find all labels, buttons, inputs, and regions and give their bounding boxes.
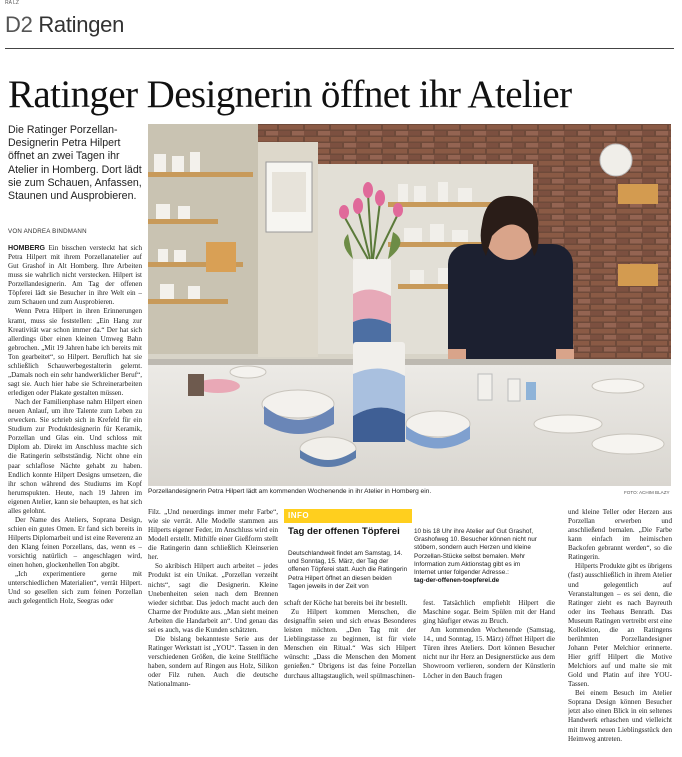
- section-rule: [5, 48, 674, 49]
- lead-paragraph: Die Ratinger Porzellan-Designerin Petra Hilpert öffnet an zwei Tagen ihr Atelier in Homberg. Dort lädt sie zum Schauen, Anfassen, Staunen und Ausprobieren.: [8, 124, 142, 203]
- article-column-2: [148, 508, 278, 754]
- section-header: [5, 12, 124, 38]
- paragraph: Der Name des Ateliers, Soprana Design, schien ein gutes Omen. Er fand sich bereits in Hilperts Diplomarbeit und ist eine Reverenz an den Klang feinen Porzellans, das, wenn es – vorsichtig natürlich – angeschlagen wird, einen hohen, glockenhellen Ton abgibt.: [8, 515, 142, 570]
- info-tag: INFO: [284, 509, 412, 523]
- paragraph: Hilperts Produkte gibt es übrigens (fast) ausschließlich in ihrem Atelier und gelegentlich auf Veranstaltungen – es sei denn, die Ratinger zieht es nach Bayreuth oder ins Teehaus Benrath. Das Museum Ratingen vertreibt erst eine Kollektion, die an Ratingens berühmten Porzellandesigner Johann Peter Melchior erinnerte. Hier griff Hilpert die Motive Melchiors auf und malte sie mit Gold und Platin auf ihre YOU-Tassen.: [568, 562, 672, 689]
- paragraph: „Ich experimentiere gerne mit unterschiedlichen Materialien“, verrät Hilpert. Und so gesellen sich zum feinen Porzellan auch gelegentlich Holz, Seegras oder: [8, 570, 142, 606]
- article-column-3: [284, 599, 416, 754]
- photo-caption: Porzellandesignerin Petra Hilpert lädt am kommenden Wochenende in ihr Atelier in Homberg ein.: [148, 488, 432, 495]
- paragraph: Zu Hilpert kommen Menschen, die designaffin seien und sich etwas Besonderes leisten möchten. „Den Tag mit der Lieblingstasse zu beginnen, ist für viele Menschen ein Ritual.“ Was sich Hilpert wünscht: „Dass die Menschen den Moment genießen.“ Übrigens ist das feine Porzellan durchaus alltagstauglich, weil spülmaschinen-: [284, 608, 416, 680]
- paragraph: Filz. „Und neuerdings immer mehr Farbe“, wie sie verrät. Alle Modelle stammen aus Hilperts eigener Feder, im Anschluss wird ein Modell erstellt. Mithilfe einer Gießform stellt die Ratingerin dann schließlich Kleinserien her.: [148, 508, 278, 562]
- article-column-4: [423, 599, 555, 754]
- headline: Ratinger Designerin öffnet ihr Atelier: [8, 73, 572, 116]
- section-name: Ratingen: [38, 12, 125, 37]
- info-text-continued: 10 bis 18 Uhr ihre Atelier auf Gut Grashof, Grashofweg 10. Besucher können nicht nur stöbern, sondern auch Herzen und kleine Porzellan-Stücke selbst bemalen. Mehr Information zum Aktionstag gibt es im Internet unter folgender Adresse.: tag-der-offenen-toepferei.de: [414, 528, 537, 585]
- photo-credit: FOTO: ACHIM BLAZY: [624, 490, 670, 495]
- paragraph: HOMBERG Ein bisschen versteckt hat sich Petra Hilpert mit ihrem Porzellanatelier auf Gut Grashof in Alt Homberg. Ihre Arbeiten muss sie wahrlich nicht verstecken. Hilpert ist Porzellandesignerin. Am Tag der offenen Töpferei lädt sie Besucher in ihre Welt ein – zum Schauen und zum Ausprobieren.: [8, 244, 142, 307]
- paragraph: Am kommenden Wochenende (Samstag, 14., und Sonntag, 15. März) öffnet Hilpert die Türen ihres Ateliers. Dort können Besucher nicht nur ihr Herz an Designerstücke aus dem Showroom verlieren, sondern der Künstlerin Löcher in den Bauch fragen: [423, 626, 555, 680]
- paragraph: Bei einem Besuch im Atelier Soprana Design können Besucher jetzt also einen Blick in ein seltenes Handwerk erhaschen und vielleicht mit ihrem neuen Lieblingsstück den Heimweg antreten.: [568, 689, 672, 743]
- article-photo: [148, 124, 671, 486]
- dateline: HOMBERG: [8, 244, 46, 252]
- info-title: Tag der offenen Töpferei: [288, 526, 400, 537]
- article-column-1: [8, 244, 142, 754]
- byline: VON ANDREA BINDMANN: [8, 228, 87, 235]
- paragraph: So akribisch Hilpert auch arbeitet – jedes Produkt ist ein Unikat. „Porzellan verzeiht nichts“, sagt die Designerin. Kleine Unebenheiten seien nach dem Brennen wieder sichtbar. Das jedoch macht auch den Charme der Produkte aus. „Man sieht meinen Arbeiten die Handarbeit an“. Und genau das sei es auch, was die Kunden schätzten.: [148, 562, 278, 634]
- section-code: D2: [5, 12, 33, 37]
- info-text: Deutschlandweit findet am Samstag, 14. und Sonntag, 15. März, der Tag der offenen Töpferei statt. Auch die Ratingerin Petra Hilpert öffnet an diesen beiden Tagen jeweils in der Zeit von: [288, 550, 408, 590]
- paragraph: schaft der Köche hat bereits bei ihr bestellt.: [284, 599, 408, 607]
- paragraph: fest. Tatsächlich empfiehlt Hilpert die Maschine sogar. Beim Spülen mit der Hand ging häufiger etwas zu Bruch.: [423, 599, 555, 626]
- article-column-5: [568, 508, 672, 754]
- info-url[interactable]: tag-der-offenen-toepferei.de: [414, 577, 500, 585]
- paragraph: Die bislang bekannteste Serie aus der Ratinger Werkstatt ist „YOU“. Tassen in den verschiedenen Größen, die keine Stellfläche haben, sondern auf Ringen aus Holz, Silikon oder Filz ruhen. Auch die deutsche Nationalmann-: [148, 634, 278, 689]
- paragraph: Nach der Familienphase nahm Hilpert einen neuen Anlauf, um ihre Talente zum Leben zu erwecken. Sie schrieb sich in Krefeld für ein Studium zur Produktdesignerin für Keramik, Porzellan und Glas ein. Und schloss mit Diplom ab. Direkt im Anschluss machte sich die Ratingerin selbstständig. Nicht ohne ein paar schlaflose Nächte gehabt zu haben. Endlich konnte Hilpert Designs umsetzen, die ihr schon während des Studiums im Kopf herumspukten. Heute, nach 19 Jahren im eigenen Atelier, kann sie behaupten, es hat sich alles gelohnt.: [8, 398, 142, 515]
- paragraph: Wenn Petra Hilpert in ihren Erinnerungen kramt, muss sie feststellen: „Ein Hang zur Kreativität war schon immer da.“ Der hat sich allerdings über einen kleinen Umweg Bahn gebrochen. „Mit 19 Jahren habe ich bereits mit Ton gearbeitet“, so Hilpert. Beruflich hat sie schließlich Schauwerbegestalterin gelernt. „Damals noch ein sehr handwerklicher Beruf“, sagt sie. Auch hier habe sie Schreinerarbeiten erledigen oder Plakate gestalten müssen.: [8, 307, 142, 397]
- paragraph: und kleine Teller oder Herzen aus Porzellan erwerben und anschließend bemalen. „Die Farbe kann einfach im heimischen Backofen gebrannt werden“, so die Ratingerin.: [568, 508, 672, 562]
- info-box: [284, 509, 566, 588]
- page-tiny-label: RA LZ: [5, 0, 19, 6]
